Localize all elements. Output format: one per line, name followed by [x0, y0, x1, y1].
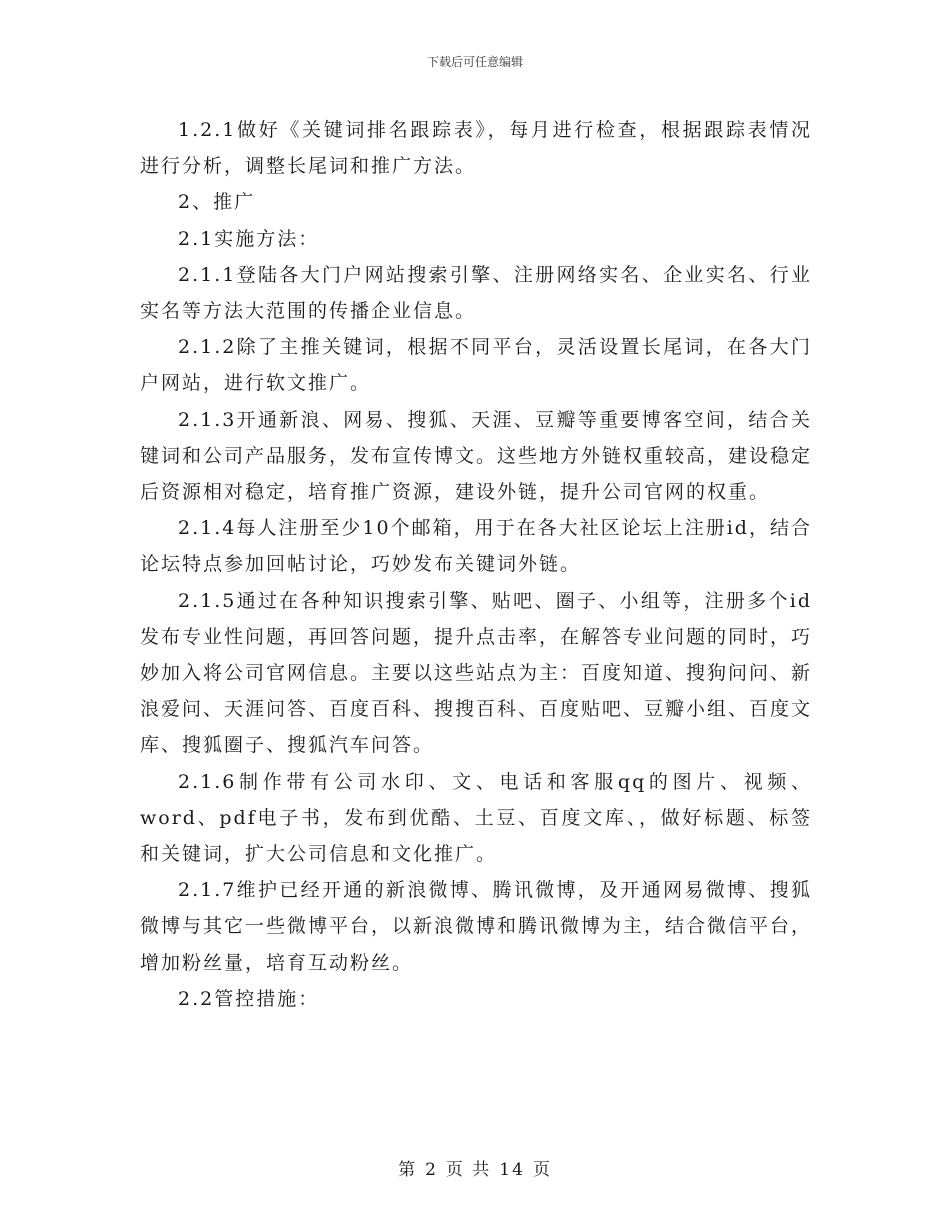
heading-2-2-controls: 2.2管控措施：: [178, 987, 320, 1010]
paragraph-1-2-1: 1.2.1做好《关键词排名跟踪表》，每月进行检查，根据跟踪表情况进行分析，调整长尾词和推广方法。: [140, 119, 812, 178]
heading-2-promotion: 2、推广: [178, 191, 256, 214]
paragraph-2-1-1: 2.1.1登陆各大门户网站搜索引擎、注册网络实名、企业实名、行业实名等方法大范围的传播企业信息。: [140, 263, 812, 323]
document-body: [140, 112, 812, 1017]
page-footer: [0, 1155, 950, 1180]
paragraph-2-1-5: 2.1.5通过在各种知识搜索引擎、贴吧、圈子、小组等，注册多个id发布专业性问题，再回答问题，提升点击率，在解答专业问题的同时，巧妙加入将公司官网信息。主要以这些站点为主：百度知道、搜狗问问、新浪爱问、天涯问答、百度百科、搜搜百科、百度贴吧、豆瓣小组、百度文库、搜狐圈子、搜狐汽车问答。: [140, 589, 813, 757]
heading-2-1-methods: 2.1实施方法：: [178, 227, 320, 250]
paragraph-2-1-7: 2.1.7维护已经开通的新浪微博、腾讯微博，及开通网易微博、搜狐微博与其它一些微博平台，以新浪微博和腾讯微博为主，结合微信平台，增加粉丝量，培育互动粉丝。: [140, 879, 813, 974]
footer-prefix: 第: [398, 1160, 418, 1180]
paragraph-2-1-4: 2.1.4每人注册至少10个邮箱，用于在各大社区论坛上注册id，结合论坛特点参加回帖讨论，巧妙发布关键词外链。: [140, 517, 812, 576]
footer-middle: 页 共: [445, 1160, 492, 1180]
paragraph-2-1-3: 2.1.3开通新浪、网易、搜狐、天涯、豆瓣等重要博客空间，结合关键词和公司产品服务，发布宣传博文。这些地方外链权重较高，建设稳定后资源相对稳定，培育推广资源，建设外链，提升公司官网的权重。: [140, 408, 813, 504]
footer-total-pages: 14: [499, 1160, 525, 1180]
paragraph-2-1-6: 2.1.6制作带有公司水印、文、电话和客服qq的图片、视频、word、pdf电子书，发布到优酷、土豆、百度文库、，做好标题、标签和关键词，扩大公司信息和文化推广。: [140, 770, 812, 866]
paragraph-2-1-2: 2.1.2除了主推关键词，根据不同平台，灵活设置长尾词，在各大门户网站，进行软文推广。: [140, 336, 812, 395]
footer-suffix: 页: [532, 1160, 552, 1180]
footer-page-number: 2: [425, 1160, 438, 1180]
page-header: 下载后可任意编辑: [426, 55, 523, 69]
